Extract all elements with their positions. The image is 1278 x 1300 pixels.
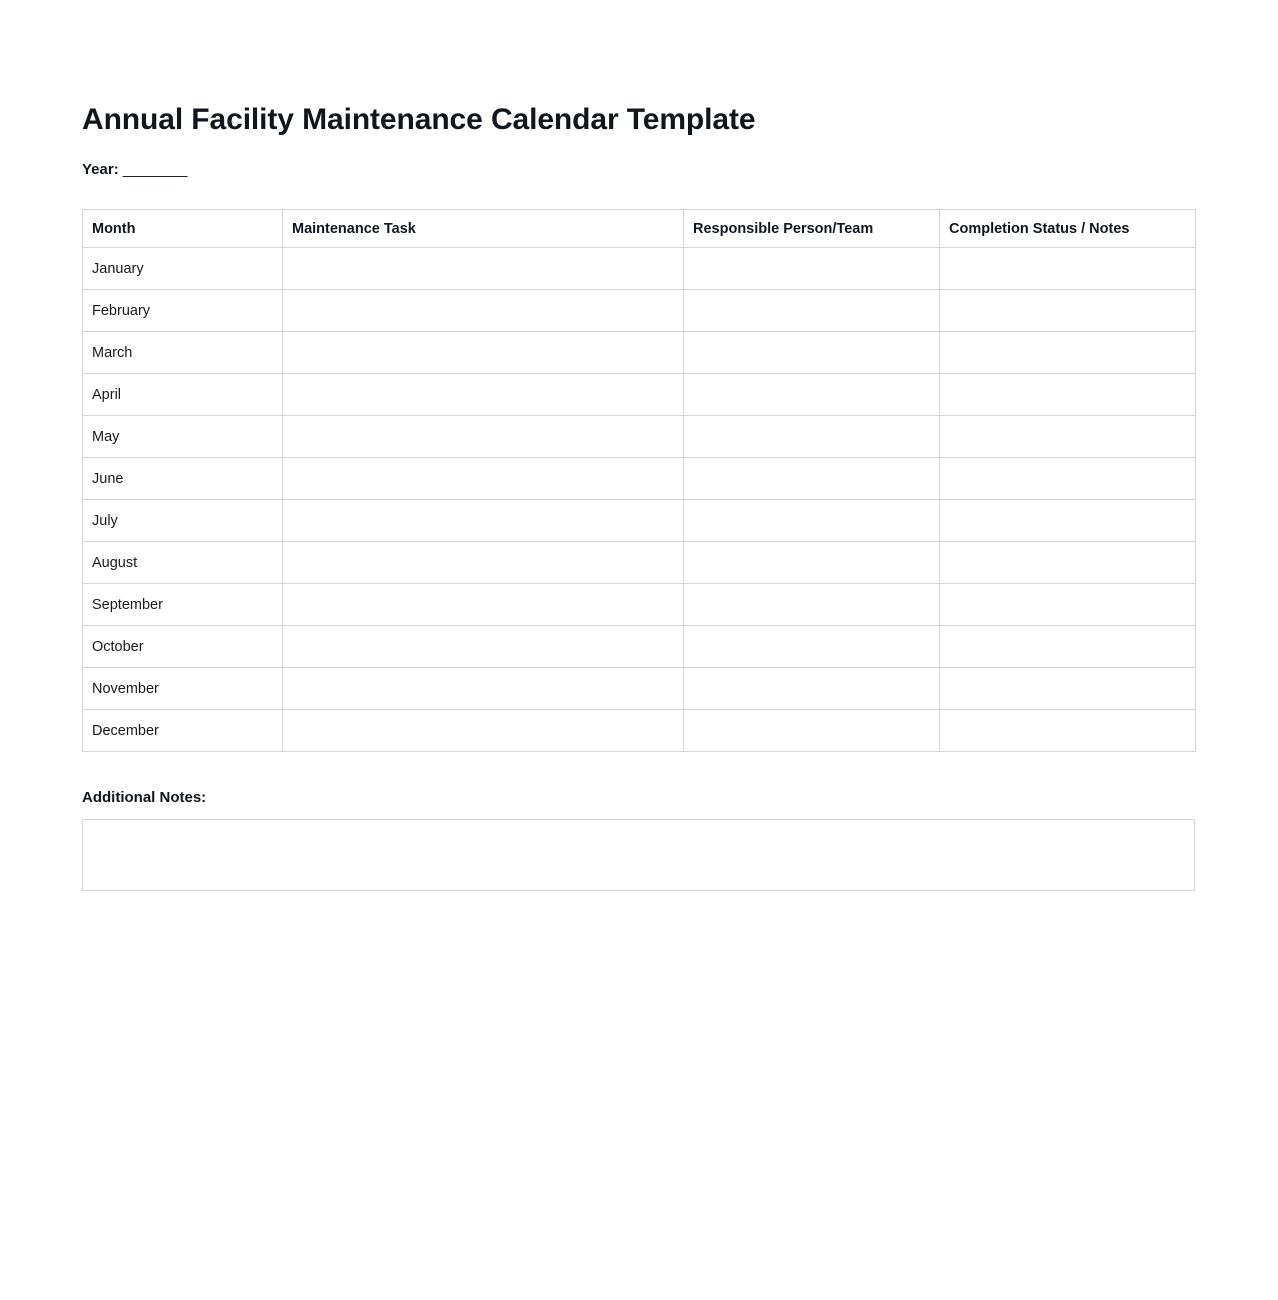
cell-task[interactable] — [283, 500, 684, 542]
cell-status[interactable] — [940, 710, 1196, 752]
year-label: Year: — [82, 161, 119, 178]
maintenance-calendar-table — [82, 209, 1196, 752]
table-row — [83, 374, 1196, 416]
cell-person[interactable] — [684, 290, 940, 332]
additional-notes-label: Additional Notes: — [82, 789, 207, 806]
column-header-month: Month — [83, 210, 283, 248]
cell-task[interactable] — [283, 542, 684, 584]
cell-status[interactable] — [940, 500, 1196, 542]
table-row — [83, 416, 1196, 458]
cell-task[interactable] — [283, 332, 684, 374]
cell-status[interactable] — [940, 458, 1196, 500]
table-row — [83, 290, 1196, 332]
cell-task[interactable] — [283, 248, 684, 290]
cell-status[interactable] — [940, 290, 1196, 332]
cell-month: August — [83, 542, 283, 584]
cell-month: March — [83, 332, 283, 374]
cell-task[interactable] — [283, 458, 684, 500]
cell-person[interactable] — [684, 626, 940, 668]
page-title: Annual Facility Maintenance Calendar Template — [82, 103, 756, 136]
cell-status[interactable] — [940, 584, 1196, 626]
table-row — [83, 542, 1196, 584]
cell-person[interactable] — [684, 542, 940, 584]
cell-task[interactable] — [283, 626, 684, 668]
cell-person[interactable] — [684, 710, 940, 752]
year-input-blank[interactable]: ________ — [122, 161, 188, 178]
cell-month: April — [83, 374, 283, 416]
cell-status[interactable] — [940, 374, 1196, 416]
column-header-status: Completion Status / Notes — [940, 210, 1196, 248]
table-header-row — [83, 210, 1196, 248]
cell-person[interactable] — [684, 500, 940, 542]
cell-month: December — [83, 710, 283, 752]
cell-status[interactable] — [940, 668, 1196, 710]
cell-person[interactable] — [684, 374, 940, 416]
cell-person[interactable] — [684, 458, 940, 500]
table-row — [83, 500, 1196, 542]
table-row — [83, 584, 1196, 626]
cell-person[interactable] — [684, 248, 940, 290]
cell-status[interactable] — [940, 416, 1196, 458]
cell-month: February — [83, 290, 283, 332]
cell-status[interactable] — [940, 248, 1196, 290]
table-row — [83, 332, 1196, 374]
document-content — [82, 0, 1195, 891]
table-row — [83, 626, 1196, 668]
table-row — [83, 668, 1196, 710]
cell-task[interactable] — [283, 584, 684, 626]
cell-person[interactable] — [684, 416, 940, 458]
cell-month: July — [83, 500, 283, 542]
cell-month: January — [83, 248, 283, 290]
cell-person[interactable] — [684, 668, 940, 710]
table-header — [83, 210, 1196, 248]
column-header-person: Responsible Person/Team — [684, 210, 940, 248]
cell-status[interactable] — [940, 542, 1196, 584]
cell-month: May — [83, 416, 283, 458]
cell-task[interactable] — [283, 416, 684, 458]
table-row — [83, 248, 1196, 290]
cell-month: November — [83, 668, 283, 710]
cell-task[interactable] — [283, 374, 684, 416]
column-header-task: Maintenance Task — [283, 210, 684, 248]
cell-person[interactable] — [684, 584, 940, 626]
cell-task[interactable] — [283, 668, 684, 710]
cell-status[interactable] — [940, 626, 1196, 668]
cell-month: September — [83, 584, 283, 626]
cell-status[interactable] — [940, 332, 1196, 374]
cell-task[interactable] — [283, 290, 684, 332]
table-body — [83, 248, 1196, 752]
cell-month: October — [83, 626, 283, 668]
table-row — [83, 710, 1196, 752]
cell-month: June — [83, 458, 283, 500]
additional-notes-box[interactable] — [82, 819, 1195, 891]
table-row — [83, 458, 1196, 500]
year-field-row — [82, 160, 1195, 180]
cell-person[interactable] — [684, 332, 940, 374]
cell-task[interactable] — [283, 710, 684, 752]
